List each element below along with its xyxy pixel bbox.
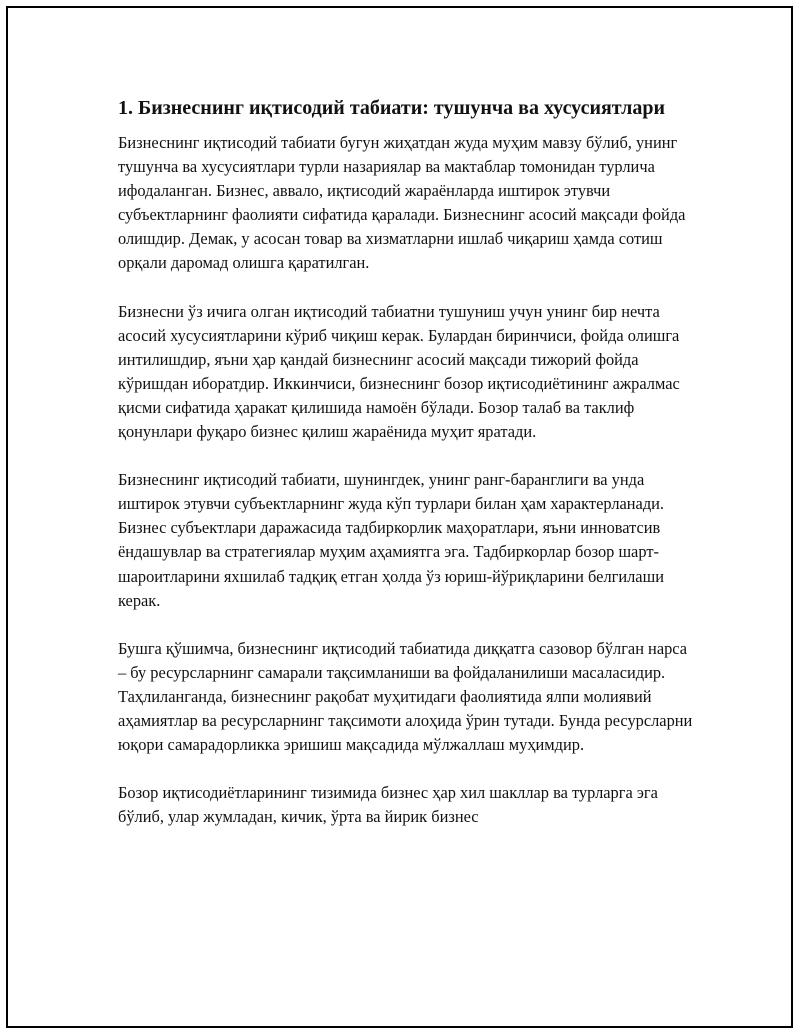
document-body [118,93,696,853]
paragraph-1: Бизнеснинг иқтисодий табиати бугун жиҳатдан жуда муҳим мавзу бўлиб, унинг тушунча ва хусусиятлари турли назариялар ва мактаблар томонидан турлича ифодаланган. Бизнес, аввало, иқтисодий жараёнларда иштирок этувчи субъектларнинг фаолияти сифатида қаралади. Бизнеснинг асосий мақсади фойда олишдир. Демак, у асосан товар ва хизматларни ишлаб чиқариш ҳамда сотиш орқали даромад олишга қаратилган. [118,133,686,273]
section-heading: 1. Бизнеснинг иқтисодий табиати: тушунча ва хусусиятлари [118,97,665,119]
paragraph-2: Бизнесни ўз ичига олган иқтисодий табиатни тушуниш учун унинг бир нечта асосий хусусиятларини кўриб чиқиш керак. Булардан биринчиси, фойда олишга интилишдир, яъни ҳар қандай бизнеснинг асосий мақсади тижорий фойда кўришдан иборатдир. Иккинчиси, бизнеснинг бозор иқтисодиётининг ажралмас қисми сифатида ҳаракат қилишида намоён бўлади. Бозор талаб ва таклиф қонунлари фуқаро бизнес қилиш жараёнида муҳит яратади. [118,301,680,442]
paragraph-4: Бушга қўшимча, бизнеснинг иқтисодий табиатида диққатга сазовор бўлган нарса – бу ресурсларнинг самарали тақсимланиши ва фойдаланилиши масаласидир. Таҳлиланганда, бизнеснинг рақобат муҳитидаги фаолиятида ялпи молиявий аҳамиятлар ва ресурсларнинг тақсимоти алоҳида ўрин тутади. Бунда ресурсларни юқори самарадорликка эришиш мақсадида мўлжаллаш муҳимдир. [118,638,693,755]
paragraph-5: Бозор иқтисодиётларининг тизимида бизнес ҳар хил шакллар ва турларга эга бўлиб, улар жумладан, кичик, ўрта ва йирик бизнес [118,783,658,827]
paragraph-3: Бизнеснинг иқтисодий табиати, шунингдек, унинг ранг-баранглиги ва унда иштирок этувчи субъектларнинг жуда кўп турлари билан ҳам характерланади. Бизнес субъектлари даражасида тадбиркорлик маҳоратлари, яъни инноватсив ёндашувлар ва стратегиялар муҳим аҳамиятга эга. Тадбиркорлар бозор шарт-шароитларини яхшилаб тадқиқ етган ҳолда ўз юриш-йўриқларини белгилаши керак. [118,470,665,610]
